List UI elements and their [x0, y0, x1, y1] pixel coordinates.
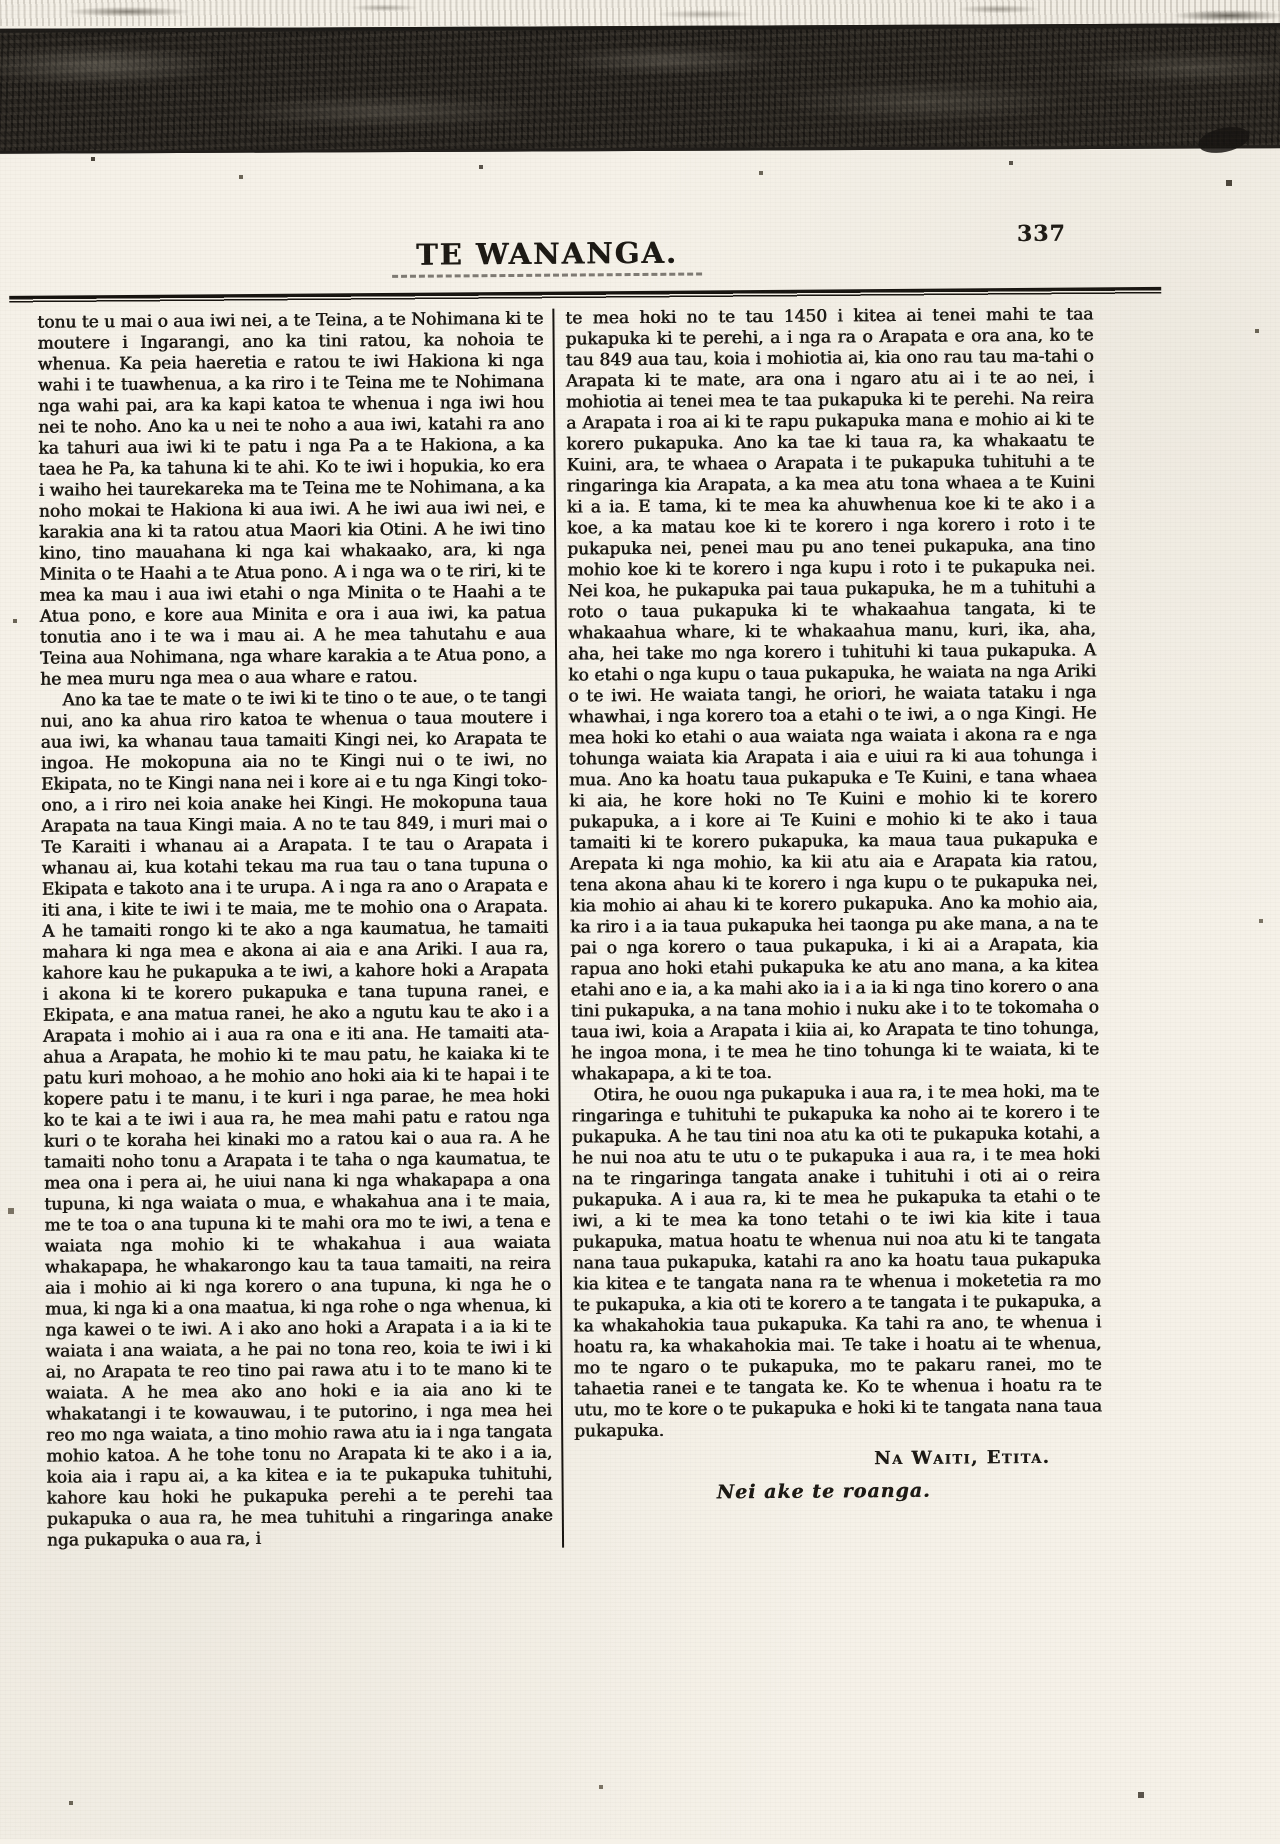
- left-column: [37, 309, 553, 1552]
- right-column-text: [565, 304, 1102, 1442]
- scan-speckles: [0, 0, 2, 2]
- paragraph: Ano ka tae te mate o te iwi ki te tino o te aue, o te tangi nui, ano ka ahua riro katoa te whenua o taua moutere i aua iwi, ka whanau taua tamaiti Kingi nei, ko Arapata te ingoa. He mokopuna aia no te Kingi nui o te iwi, no Ekipata, no te Kingi nana nei i kore ai e tu nga Kingi toko-ono, a i riro nei koia anake hei Kingi. He mokopuna taua Arapata na taua Kingi maia. A no te tau 849, i muri mai o Te Karaiti i whanau ai a Arapata. I te tau o Arapata i whanau ai, kua kotahi tekau ma rua tau o tana tupuna o Ekipata e takoto ana i te urupa. A i nga ra ano o Arapata e iti ana, i kite te iwi i te maia, me te mohio ona o Arapata. A he tamaiti rongo ki te ako a nga kaumatua, he tamaiti mahara ki nga mea e akona ai aia e ana Ariki. I aua ra, kahore kau he pukapuka a te iwi, a kahore hoki a Arapata i akona ki te korero pukapuka e tana tupuna ranei, e Ekipata, e ana matua ranei, he ako a ngutu kau te ako i a Arapata i mohio ai i aua ra ona e iti ana. He tamaiti ata-ahua a Arapata, he mohio ki te mau patu, he kaiaka ki te patu kuri mohoao, a he mohio ano hoki aia ki te hapai i te kopere patu i te manu, i te kuri i nga parae, he mea hoki ko te kai a te iwi i aua ra, he mea mahi patu e ratou nga kuri o te koraha hei kinaki mo a ratou kai o aua ra. A he tamaiti noho tonu a Arapata i te taha o nga kaumatua, te mea ona i pera ai, he uiui nana ki nga whakapapa a ona tupuna, ki nga waiata o mua, e whakahua ana i te maia, me te toa o ana tupuna ki te mahi ora mo te iwi, a tena e waiata nga mohio ki te whakahua i aua waiata whakapapa, he whakarongo kau ta taua tamaiti, na reira aia i mohio ai ki nga korero o ana tupuna, ki nga he o mua, ki nga ki a ona maatua, ki nga rohe o nga whenua, ki nga kawei o te iwi. A i ako ano hoki a Arapata i a ia ki te waiata i ana waiata, a he pai no tona reo, koia te iwi i ki ai, no Arapata te reo tino pai rawa atu i to te mano ki te waiata. A he mea ako ano hoki e ia aia ano ki te whakatangi i te kowauwau, i te putorino, i nga mea hei reo mo nga waiata, a tino mohio rawa atu ia i nga tangata mohio katoa. A he tohe tonu no Arapata ki te ako i a ia, koia aia i rapu ai, a ka kitea e ia te pukapuka tuhituhi, kahore kau hoki he pukapuka perehi a te perehi taa pukapuka o aua ra, he mea tuhituhi a ringaringa anake nga pukapuka o aua ra, i: [40, 686, 553, 1551]
- right-column: [565, 304, 1103, 1547]
- paragraph: tonu te u mai o aua iwi nei, a te Teina, a te Nohimana ki te moutere i Ingarangi, ano ka tini ratou, ka nohoia te whenua. Ka peia haeretia e ratou te iwi Hakiona ki nga wahi i te tuawhenua, a ka riro i te Teina me te Nohimana nga wahi pai, ara ka kapi katoa te whenua i nga iwi hou nei te noho. Ano ka u nei te noho a aua iwi, katahi ra ano ka tahuri aua iwi ki te patu i nga Pa a te Hakiona, a ka taea he Pa, ka tahuna ki te ahi. Ko te iwi i hopukia, ko era i waiho hei taurekareka ma te Teina me te Nohimana, a ka noho mokai te Hakiona ki aua iwi. A he iwi aua iwi nei, e karakia ana ki ta ratou atua Maori kia Otini. A he iwi tino kino, tino mauahana ki nga kai whakaako, ara, ki nga Minita o te Haahi a te Atua pono. A i nga wa o te riri, ki te mea ka mau i aua iwi etahi o nga Minita o te Haahi a te Atua pono, e kore aua Minita e ora i aua iwi, ka patua tonutia ano i te wa i mau ai. A he mea tahutahu e aua Teina aua Nohimana, nga whare karakia a te Atua pono, a he mea muru nga mea o aua whare e ratou.: [37, 308, 547, 690]
- page-title: TE WANANGA.: [367, 235, 727, 278]
- column-divider-rule: [552, 309, 564, 1548]
- closing-line: Nei ake te roanga.: [716, 1479, 931, 1504]
- paragraph: Otira, he ouou nga pukapuka i aua ra, i te mea hoki, ma te ringaringa e tuhituhi te pukapuka ka noho ai te korero i te pukapuka. A he tau tini noa atu ka oti te pukapuka kotahi, a he nui noa atu te utu o te pukapuka i aua ra, i te mea hoki na te ringaringa tangata anake i tuhituhi i oti ai o reira pukapuka. A i aua ra, ki te mea he pukapuka ta etahi o te iwi, a ki te mea ka tono tetahi o te iwi kia kite i taua pukapuka, matua hoatu te whenua nui noa atu ki te tangata nana taua pukapuka, katahi ra ano ka hoatu taua pukapuka kia kitea e te tangata nana ra te whenua i moketetia ra mo te pukapuka, a kia oti te korero a te tangata i te pukapuka, a ka whakahokia taua pukapuka. Ka tahi ra ano, te whenua i hoatu ra, ka whakahokia mai. Te take i hoatu ai te whenua, mo te ngaro o te pukapuka, mo te pakaru ranei, mo te tahaetia ranei e te tangata ke. Ko te whenua i hoatu ra te utu, mo te kore o te pukapuka e hoki ki te tangata nana taua pukapuka.: [571, 1081, 1103, 1442]
- editor-signature: Na Waiti, Etita.: [874, 1446, 1051, 1470]
- paragraph: te mea hoki no te tau 1450 i kitea ai tenei mahi te taa pukapuka ki te perehi, a i nga ra o Arapata e ora ana, ko te tau 849 aua tau, koia i mohiotia ai, kia ono rau tau ma-tahi o Arapata ki te mate, ara ona i ngaro atu ai i te ao nei, i mohiotia ai tenei mea te taa pukapuka ki te perehi. Na reira a Arapata i roa ai ki te rapu pukapuka mana e mohio ai ki te korero pukapuka. Ano ka tae ki taua ra, ka whakaatu te Kuini, ara, te whaea o Arapata i te pukapuka tuhituhi a te ringaringa kia Arapata, a ka mea atu tona whaea a te Kuini ki a ia. E tama, ki te mea ka ahuwhenua koe ki te ako i a koe, a ka matau koe ki te korero i nga korero i roto i te pukapuka nei, penei mau pu ano tenei pukapuka, ana tino mohio koe ki te korero i nga kupu i roto i te pukapuka nei. Nei koa, he pukapuka pai taua pukapuka, he m a tuhituhi a roto o taua pukapuka ki te whakaahua tangata, ki te whakaahua whare, ki te whakaahua manu, kuri, ika, aha, aha, hei take mo nga korero i tuhituhi ki taua pukapuka. A ko etahi o nga kupu o taua pukapuka, he waiata na nga Ariki o te iwi. He waiata tangi, he oriori, he waiata tataku i nga whawhai, i nga korero toa a etahi o te iwi, a o nga Kingi. He mea hoki ko etahi o aua waiata nga waiata i akona ra e nga tohunga waiata kia Arapata i aia e uiui ra ki aua tohunga i mua. Ano ka hoatu taua pukapuka e Te Kuini, e tana whaea ki aia, he kore hoki no Te Kuini e mohio ki te korero pukapuka, a i kore ai Te Kuini e mohio ki te ako i taua tamaiti ki te korero pukapuka, ka maua taua pukapuka e Arepata ki nga mohio, ka kii atu aia e Arapata kia ratou, tena akona ahau ki te korero i nga kupu o te pukapuka nei, kia mohio ai ahau ki te korero pukapuka. Ano ka mohio aia, ka riro i a ia taua pukapuka hei taonga pu ake mana, a na te pai o nga korero o taua pukapuka, i ki ai a Arapata, kia rapua ano hoki etahi pukapuka ke atu ano mana, a ka kitea etahi ano e ia, a ka mahi ako ia i a ia ki nga tino korero o ana tini pukapuka, a na tana mohio i nuku ake i to te tokomaha o taua iwi, koia a Arapata i kiia ai, ko Arapata te tino tohunga, he ingoa mona, i te mea he tino tohunga ki te waiata, ki te whakapapa, a ki te toa.: [565, 304, 1100, 1085]
- article-body: [37, 304, 1103, 1551]
- page-number: 337: [1016, 220, 1066, 248]
- header-rule: [9, 287, 1161, 304]
